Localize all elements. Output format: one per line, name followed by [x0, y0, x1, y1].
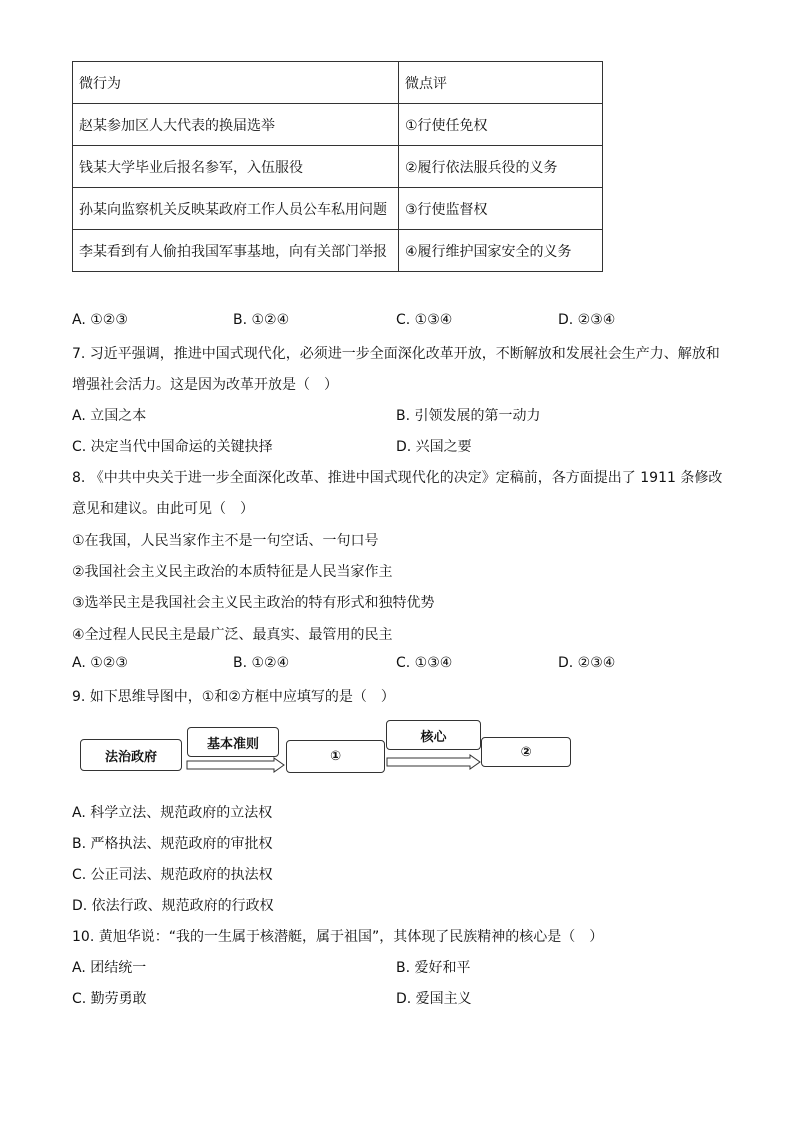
- q7-stem-line2: 增强社会活力。这是因为改革开放是（ ）: [72, 377, 338, 393]
- table-cell: ②履行依法服兵役的义务: [399, 146, 603, 188]
- arrow-right-icon: [186, 757, 286, 773]
- mindmap-box-2-label: ②: [520, 744, 532, 760]
- q8-statement-4: ④全过程人民民主是最广泛、最真实、最管用的民主: [72, 627, 393, 643]
- q6-option-a: A. ①②③: [72, 312, 128, 328]
- table-cell: 赵某参加区人大代表的换届选举: [73, 104, 399, 146]
- table-cell: 李某看到有人偷拍我国军事基地，向有关部门举报: [73, 230, 399, 272]
- q8-statement-2: ②我国社会主义民主政治的本质特征是人民当家作主: [72, 564, 393, 580]
- behavior-table: [72, 61, 603, 272]
- q10-option-a: A. 团结统一: [72, 960, 147, 976]
- q10-option-d: D. 爱国主义: [396, 991, 472, 1007]
- q8-statement-3: ③选举民主是我国社会主义民主政治的特有形式和独特优势: [72, 595, 435, 611]
- table-cell: ③行使监督权: [399, 188, 603, 230]
- mindmap-box-1: [286, 740, 385, 773]
- q6-option-d: D. ②③④: [558, 312, 616, 328]
- q9-option-c: C. 公正司法、规范政府的执法权: [72, 867, 273, 883]
- table-cell: ④履行维护国家安全的义务: [399, 230, 603, 272]
- q9-option-d: D. 依法行政、规范政府的行政权: [72, 898, 274, 914]
- q7-stem-line1: 7. 习近平强调，推进中国式现代化，必须进一步全面深化改革开放，不断解放和发展社会生产力、解放和: [72, 346, 720, 362]
- table-header-cell: 微行为: [73, 62, 399, 104]
- q8-option-b: B. ①②④: [233, 655, 290, 671]
- arrow-right-icon: [386, 754, 482, 770]
- q8-option-c: C. ①③④: [396, 655, 453, 671]
- q10-option-b: B. 爱好和平: [396, 960, 471, 976]
- table-cell: ①行使任免权: [399, 104, 603, 146]
- q6-option-b: B. ①②④: [233, 312, 290, 328]
- mindmap-start-box: [80, 739, 182, 771]
- mindmap-label-box-2: [386, 720, 481, 750]
- q7-option-d: D. 兴国之要: [396, 439, 472, 455]
- mindmap-start-label: 法治政府: [104, 749, 157, 765]
- table-cell: 孙某向监察机关反映某政府工作人员公车私用问题: [73, 188, 399, 230]
- q8-stem-line1: 8. 《中共中央关于进一步全面深化改革、推进中国式现代化的决定》定稿前，各方面提出了 1911 条修改: [72, 470, 723, 486]
- mindmap-box-1-label: ①: [329, 749, 341, 764]
- q7-option-c: C. 决定当代中国命运的关键抉择: [72, 439, 273, 455]
- table-row: [73, 104, 603, 146]
- table-header-cell: 微点评: [399, 62, 603, 104]
- q9-option-a: A. 科学立法、规范政府的立法权: [72, 805, 273, 821]
- mindmap-label-1: 基本准则: [206, 736, 259, 752]
- table-row: [73, 146, 603, 188]
- q8-stem-line2: 意见和建议。由此可见（ ）: [72, 501, 254, 517]
- q10-stem: 10. 黄旭华说：“我的一生属于核潜艇，属于祖国”，其体现了民族精神的核心是（ ）: [72, 929, 604, 945]
- q9-stem: 9. 如下思维导图中，①和②方框中应填写的是（ ）: [72, 689, 395, 705]
- q6-option-c: C. ①③④: [396, 312, 453, 328]
- table-row: [73, 188, 603, 230]
- table-row: [73, 230, 603, 272]
- mindmap-label-2: 核心: [420, 729, 447, 745]
- mindmap-label-box-1: [187, 727, 279, 757]
- mindmap-box-2: [481, 737, 571, 767]
- q8-option-d: D. ②③④: [558, 655, 616, 671]
- q8-option-a: A. ①②③: [72, 655, 128, 671]
- q8-statement-1: ①在我国，人民当家作主不是一句空话、一句口号: [72, 533, 379, 549]
- q9-option-b: B. 严格执法、规范政府的审批权: [72, 836, 273, 852]
- q7-option-a: A. 立国之本: [72, 408, 147, 424]
- q10-option-c: C. 勤劳勇敢: [72, 991, 147, 1007]
- table-cell: 钱某大学毕业后报名参军，入伍服役: [73, 146, 399, 188]
- table-header-row: [73, 62, 603, 104]
- q7-option-b: B. 引领发展的第一动力: [396, 408, 541, 424]
